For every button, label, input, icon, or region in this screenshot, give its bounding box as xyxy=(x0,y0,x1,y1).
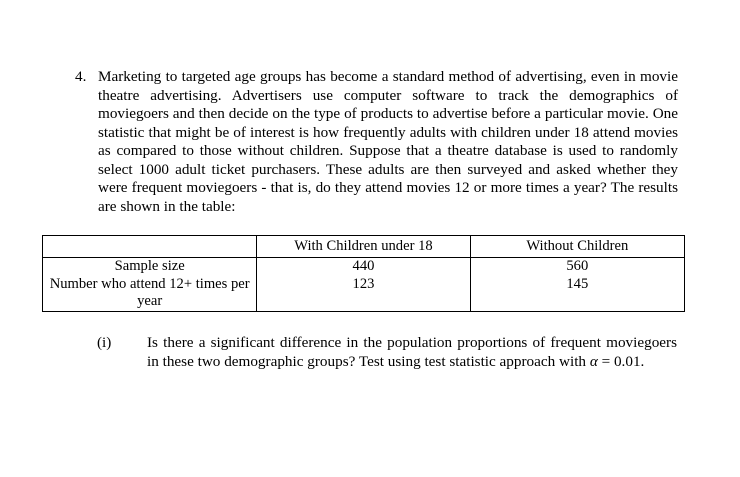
row-label-frequent-attendance: Number who attend 12+ times per year xyxy=(43,276,257,312)
alpha-value: = 0.01. xyxy=(597,352,645,370)
table-row xyxy=(43,258,685,276)
subquestion-body: Is there a significant difference in the population proportions of frequent moviegoers in these two demographic groups? Test using test statistic approach with xyxy=(147,334,677,370)
question-number: 4. xyxy=(75,68,87,85)
table-header-with-children: With Children under 18 xyxy=(257,236,470,258)
table-row xyxy=(43,276,685,312)
alpha-symbol: α xyxy=(589,352,598,370)
question-text: Marketing to targeted age groups has become a standard method of advertising, even in movie theatre advertising. Advertisers use computer software to track the demographics of moviegoers and then decide on the type of products to advertise before a particular movie. One statistic that might be of interest is how frequently adults with children under 18 attend movies as compared to those without children. Suppose that a theatre database is used to randomly select 1000 adult ticket purchasers. These adults are then surveyed and asked whether they were frequent moviegoers - that is, do they attend movies 12 or more times a year? The results are shown in the table: xyxy=(98,68,678,215)
cell-sample-with-children: 440 xyxy=(257,258,470,276)
cell-sample-without-children: 560 xyxy=(470,258,684,276)
subquestion-text xyxy=(147,334,677,371)
results-table xyxy=(42,235,685,312)
row-label-sample-size: Sample size xyxy=(43,258,257,276)
table-header-row xyxy=(43,236,685,258)
cell-frequent-without-children: 145 xyxy=(470,276,684,312)
cell-frequent-with-children: 123 xyxy=(257,276,470,312)
table-header-empty xyxy=(43,236,257,258)
subquestion-label: (i) xyxy=(97,334,112,351)
table-header-without-children: Without Children xyxy=(470,236,684,258)
